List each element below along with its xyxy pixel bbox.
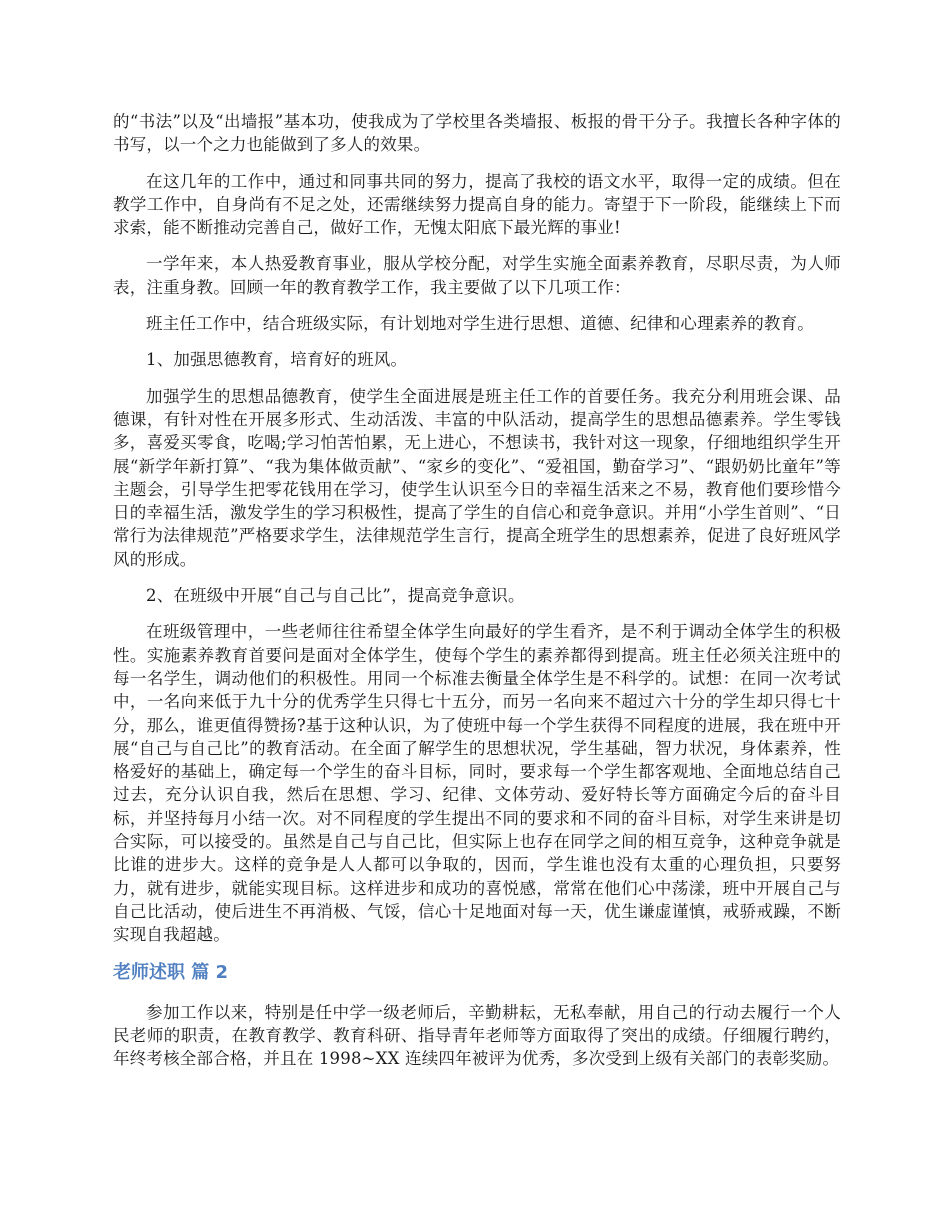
paragraph: 一学年来，本人热爱教育事业，服从学校分配，对学生实施全面素养教育，尽职尽责，为人师表，注重身教。回顾一年的教育教学工作，我主要做了以下几项工作： <box>113 254 841 297</box>
paragraph: 参加工作以来，特别是任中学一级老师后，辛勤耕耘，无私奉献，用自己的行动去履行一个人民老师的职责，在教育教学、教育科研、指导青年老师等方面取得了突出的成绩。仔细履行聘约，年终考核全部合格，并且在 1998~XX 连续四年被评为优秀，多次受到上级有关部门的表彰奖励。 <box>113 1002 841 1069</box>
document-page <box>113 110 841 1083</box>
paragraph: 在班级管理中，一些老师往往希望全体学生向最好的学生看齐，是不利于调动全体学生的积极性。实施素养教育首要问是面对全体学生，使每个学生的素养都得到提高。班主任必须关注班中的每一名学生，调动他们的积极性。用同一个标准去衡量全体学生是不科学的。试想：在同一次考试中，一名向来低于九十分的优秀学生只得七十五分，而另一名向来不超过六十分的学生却只得七十分，那么，谁更值得赞扬?基于这种认识，为了使班中每一个学生获得不同程度的进展，我在班中开展“自己与自己比”的教育活动。在全面了解学生的思想状况，学生基础，智力状况，身体素养，性格爱好的基础上，确定每一个学生的奋斗目标，同时，要求每一个学生都客观地、全面地总结自己过去，充分认识自我，然后在思想、学习、纪律、文体劳动、爱好特长等方面确定今后的奋斗目标，并坚持每月小结一次。对不同程度的学生提出不同的要求和不同的奋斗目标，对学生来讲是切合实际，可以接受的。虽然是自己与自己比，但实际上也存在同学之间的相互竞争，这种竞争就是比谁的进步大。这样的竞争是人人都可以争取的，因而，学生谁也没有太重的心理负担，只要努力，就有进步，就能实现目标。这样进步和成功的喜悦感，常常在他们心中荡漾，班中开展自己与自己比活动，使后进生不再消极、气馁，信心十足地面对每一天，优生谦虚谨慎，戒骄戒躁，不断实现自我超越。 <box>113 622 841 945</box>
paragraph: 加强学生的思想品德教育，使学生全面进展是班主任工作的首要任务。我充分利用班会课、品德课，有针对性在开展多形式、生动活泼、丰富的中队活动，提高学生的思想品德素养。学生零钱多，喜爱买零食，吃喝;学习怕苦怕累，无上进心，不想读书，我针对这一现象，仔细地组织学生开展“新学年新打算”、“我为集体做贡献”、“家乡的变化”、“爱祖国，勤奋学习”、“跟奶奶比童年”等主题会，引导学生把零花钱用在学习，使学生认识至今日的幸福生活来之不易，教育他们要珍惜今日的幸福生活，激发学生的学习积极性，提高了学生的自信心和竞争意识。并用“小学生首则”、“日常行为法律规范”严格要求学生，法律规范学生言行，提高全班学生的思想素养，促进了良好班风学风的形成。 <box>113 386 841 569</box>
paragraph: 在这几年的工作中，通过和同事共同的努力，提高了我校的语文水平，取得一定的成绩。但在教学工作中，自身尚有不足之处，还需继续努力提高自身的能力。寄望于下一阶段，能继续上下而求索，能不断推动完善自己，做好工作，无愧太阳底下最光辉的事业! <box>113 171 841 238</box>
list-item-heading: 2、在班级中开展“自己与自己比”，提高竞争意识。 <box>146 586 525 606</box>
paragraph-continued: 的“书法”以及“出墙报”基本功，使我成为了学校里各类墙报、板报的骨干分子。我擅长各种字体的书写，以一个之力也能做到了多人的效果。 <box>113 112 841 155</box>
paragraph: 班主任工作中，结合班级实际，有计划地对学生进行思想、道德、纪律和心理素养的教育。 <box>146 314 814 334</box>
list-item-heading: 1、加强思德教育，培育好的班风。 <box>146 350 408 370</box>
section-heading: 老师述职 篇 2 <box>113 961 229 983</box>
